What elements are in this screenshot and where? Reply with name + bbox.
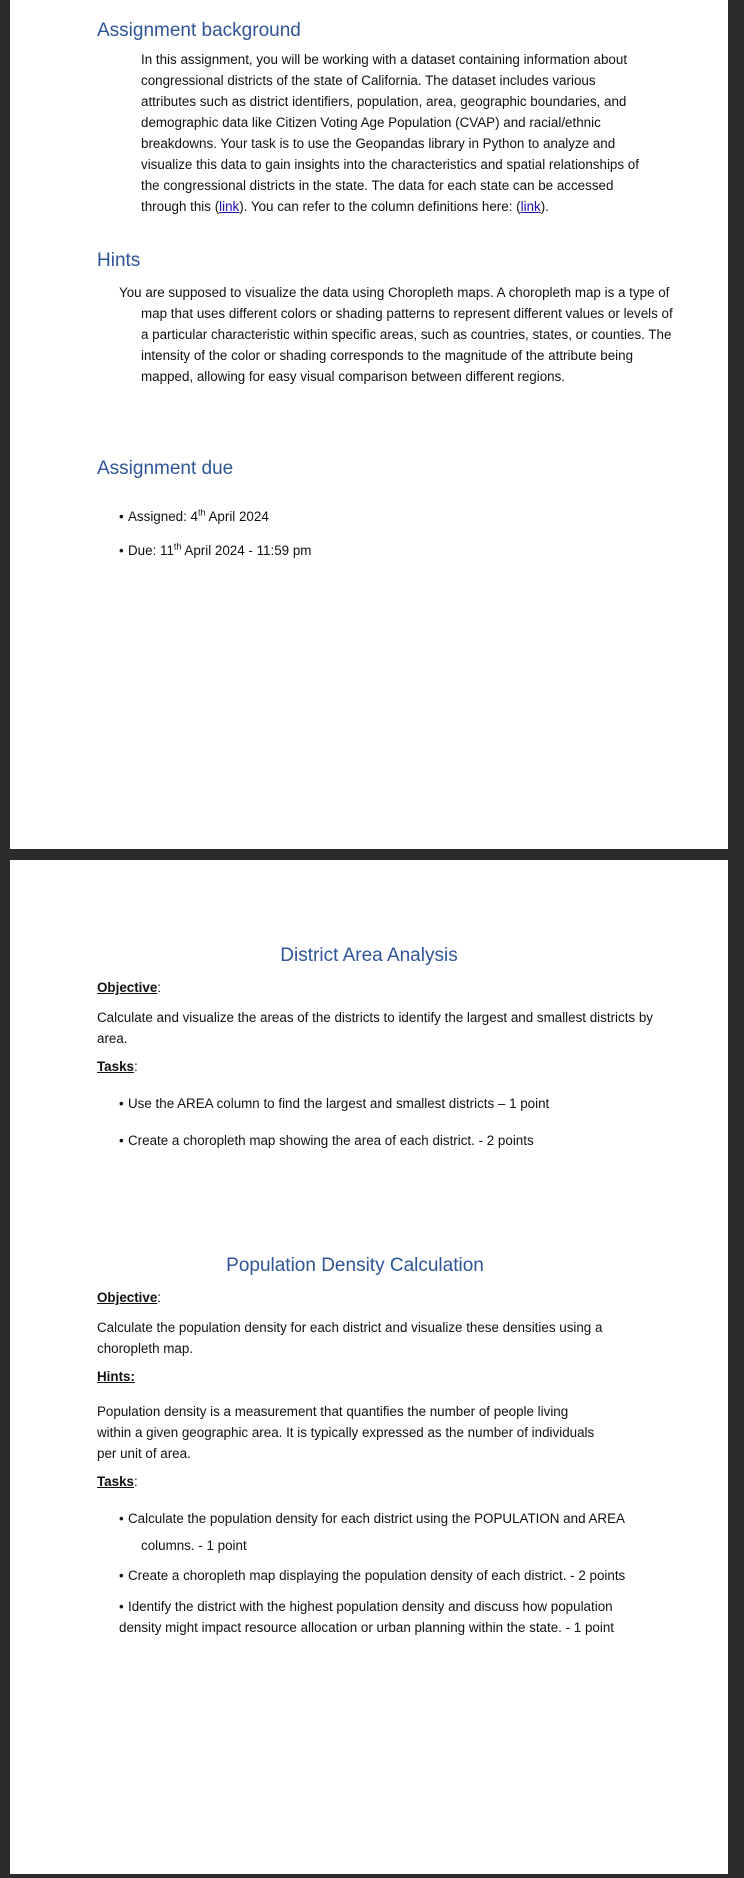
- tasks-label: Tasks:: [97, 1474, 138, 1489]
- bullet: •: [119, 1599, 124, 1614]
- density-task-item: • Create a choropleth map displaying the population density of each district. - 2 points: [119, 1568, 626, 1583]
- density-objective-text: Calculate the population density for each district and visualize these densities using a choropleth map.: [97, 1320, 603, 1356]
- data-link[interactable]: link: [219, 199, 240, 214]
- bullet: •: [119, 1568, 124, 1583]
- assigned-date-item: • Assigned: 4th April 2024: [119, 507, 269, 524]
- objective-label: Objective:: [97, 1290, 162, 1305]
- density-task-item: • Calculate the population density for each district using the POPULATION and AREA: [119, 1511, 625, 1526]
- tasks-label: Tasks:: [97, 1059, 138, 1074]
- due-date-item: • Due: 11th April 2024 - 11:59 pm: [119, 541, 312, 558]
- density-task-continuation: density might impact resource allocation or urban planning within the state. - 1 point: [119, 1620, 614, 1635]
- density-hints-text: Population density is a measurement that quantifies the number of people living within a given geographic area. It is typically expressed as the number of individuals per unit of area.: [97, 1404, 595, 1461]
- area-task-item: • Use the AREA column to find the largest and smallest districts – 1 point: [119, 1096, 550, 1111]
- assignment-background-heading: Assignment background: [97, 20, 301, 41]
- objective-label: Objective:: [97, 980, 162, 995]
- density-task-item: • Identify the district with the highest population density and discuss how population: [119, 1599, 613, 1614]
- hints-heading: Hints: [97, 250, 141, 271]
- bullet: •: [119, 1511, 124, 1526]
- bullet: •: [119, 509, 124, 524]
- population-density-heading: Population Density Calculation: [226, 1255, 484, 1276]
- bullet: •: [119, 543, 124, 558]
- document-page-2: [10, 860, 728, 1874]
- assignment-background-paragraph: [141, 49, 651, 217]
- area-objective-text: Calculate and visualize the areas of the districts to identify the largest and smallest districts by area.: [97, 1010, 653, 1046]
- column-definitions-link[interactable]: link: [520, 199, 541, 214]
- bullet: •: [119, 1096, 124, 1111]
- hints-paragraph: You are supposed to visualize the data using Choropleth maps. A choropleth map is a type of map that uses different colors or shading patterns to represent different values or levels of a particular characteristic within specific areas, such as countries, states, or counties. The intensity of the color or shading corresponds to the magnitude of the attribute being mapped, allowing for easy visual comparison between different regions.: [119, 285, 673, 384]
- hints-label: Hints:: [97, 1369, 135, 1384]
- assignment-due-heading: Assignment due: [97, 458, 234, 479]
- bullet: •: [119, 1133, 124, 1148]
- area-task-item: • Create a choropleth map showing the area of each district. - 2 points: [119, 1133, 534, 1148]
- document-page-1: [10, 0, 728, 849]
- background-text-between: ). You can refer to the column definitions here: (: [239, 199, 521, 214]
- density-task-continuation: columns. - 1 point: [141, 1538, 247, 1553]
- district-area-analysis-heading: District Area Analysis: [280, 945, 458, 966]
- background-text: In this assignment, you will be working with a dataset containing information about congressional districts of the state of California. The dataset includes various attributes such as district identifiers, population, area, geographic boundaries, and demographic data like Citizen Voting Age Population (CVAP) and racial/ethnic breakdowns. Your task is to use the Geopandas library in Python to analyze and visualize this data to gain insights into the characteristics and spatial relationships of the congressional districts in the state. The data for each state can be accessed through this (: [141, 52, 639, 214]
- background-text-end: ).: [540, 199, 549, 214]
